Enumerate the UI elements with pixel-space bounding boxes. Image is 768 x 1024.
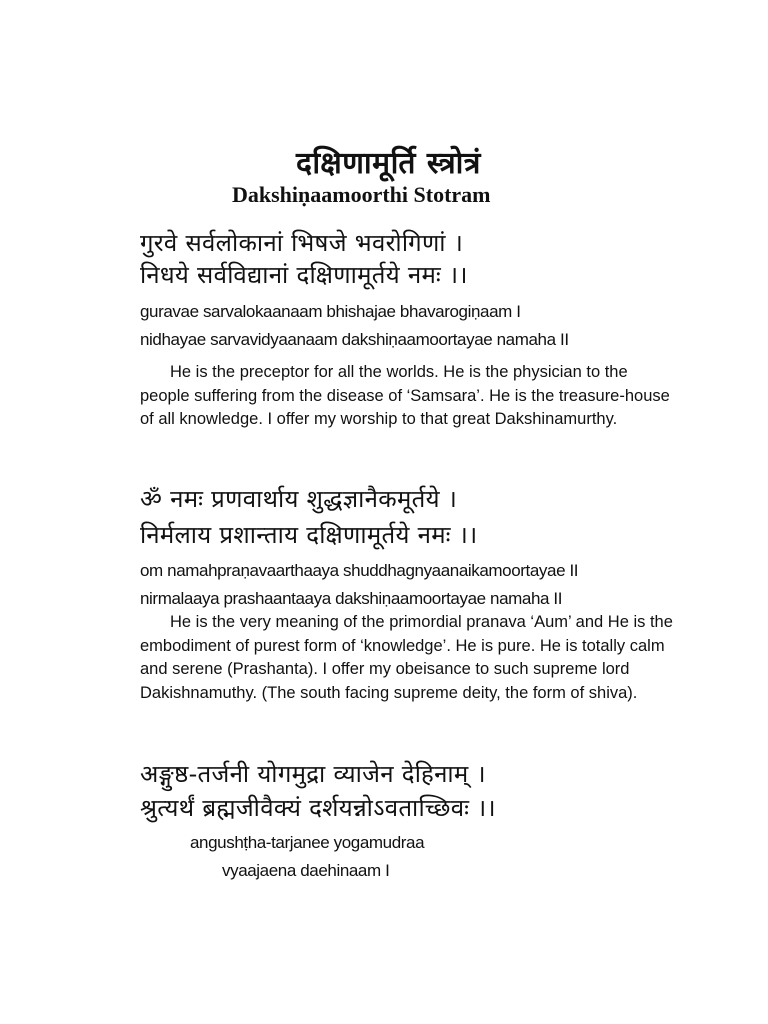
title-devanagari: दक्षिणामूर्ति स्त्रोत्रं — [296, 146, 481, 181]
verse-2-sanskrit-line-1: ॐ नमः प्रणवार्थाय शुद्धज्ञानैकमूर्तये । — [140, 485, 458, 513]
verse-1-transliteration-line-2: nidhayae sarvavidyaanaam dakshiṇaamoortayae namaha II — [140, 330, 569, 349]
verse-2-transliteration-line-2: nirmalaaya prashaantaaya dakshiṇaamoortayae namaha II — [140, 589, 563, 608]
verse-1-sanskrit-line-2: निधये सर्वविद्यानां दक्षिणामूर्तये नमः ।। — [140, 261, 468, 289]
verse-2-meaning — [140, 611, 680, 705]
verse-1-meaning-text: He is the preceptor for all the worlds. He is the physician to the people suffering from the disease of ‘Samsara’. He is the treasure-house of all knowledge. I offer my worship to that great Dakshinamurthy. — [140, 363, 670, 428]
verse-2-meaning-text: He is the very meaning of the primordial pranava ‘Aum’ and He is the embodiment of purest form of ‘knowledge’. He is pure. He is totally calm and serene (Prashanta). I offer my obeisance to such supreme lord Dakishnamuthy. (The south facing supreme deity, the form of shiva). — [140, 613, 673, 702]
verse-1-sanskrit-line-1: गुरवे सर्वलोकानां भिषजे भवरोगिणां । — [140, 229, 464, 257]
verse-2-sanskrit-line-2: निर्मलाय प्रशान्ताय दक्षिणामूर्तये नमः ।। — [140, 521, 478, 549]
verse-3-transliteration-line-1: angushṭha-tarjanee yogamudraa — [190, 833, 425, 852]
verse-3-transliteration-line-2: vyaajaena daehinaam I — [222, 861, 390, 880]
verse-3-sanskrit-line-1: अङ्गुष्ठ-तर्जनी योगमुद्रा व्याजेन देहिनाम् । — [140, 760, 486, 788]
title-latin: Dakshiṇaamoorthi Stotram — [232, 182, 491, 207]
verse-3-sanskrit-line-2: श्रुत्यर्थं ब्रह्मजीवैक्यं दर्शयन्नोऽवताच्छिवः ।। — [140, 794, 496, 822]
verse-1-transliteration-line-1: guravae sarvalokaanaam bhishajae bhavarogiṇaam I — [140, 302, 521, 321]
verse-1-meaning — [140, 361, 680, 432]
verse-2-transliteration-line-1: om namahpraṇavaarthaaya shuddhagnyaanaikamoortayae II — [140, 561, 579, 580]
